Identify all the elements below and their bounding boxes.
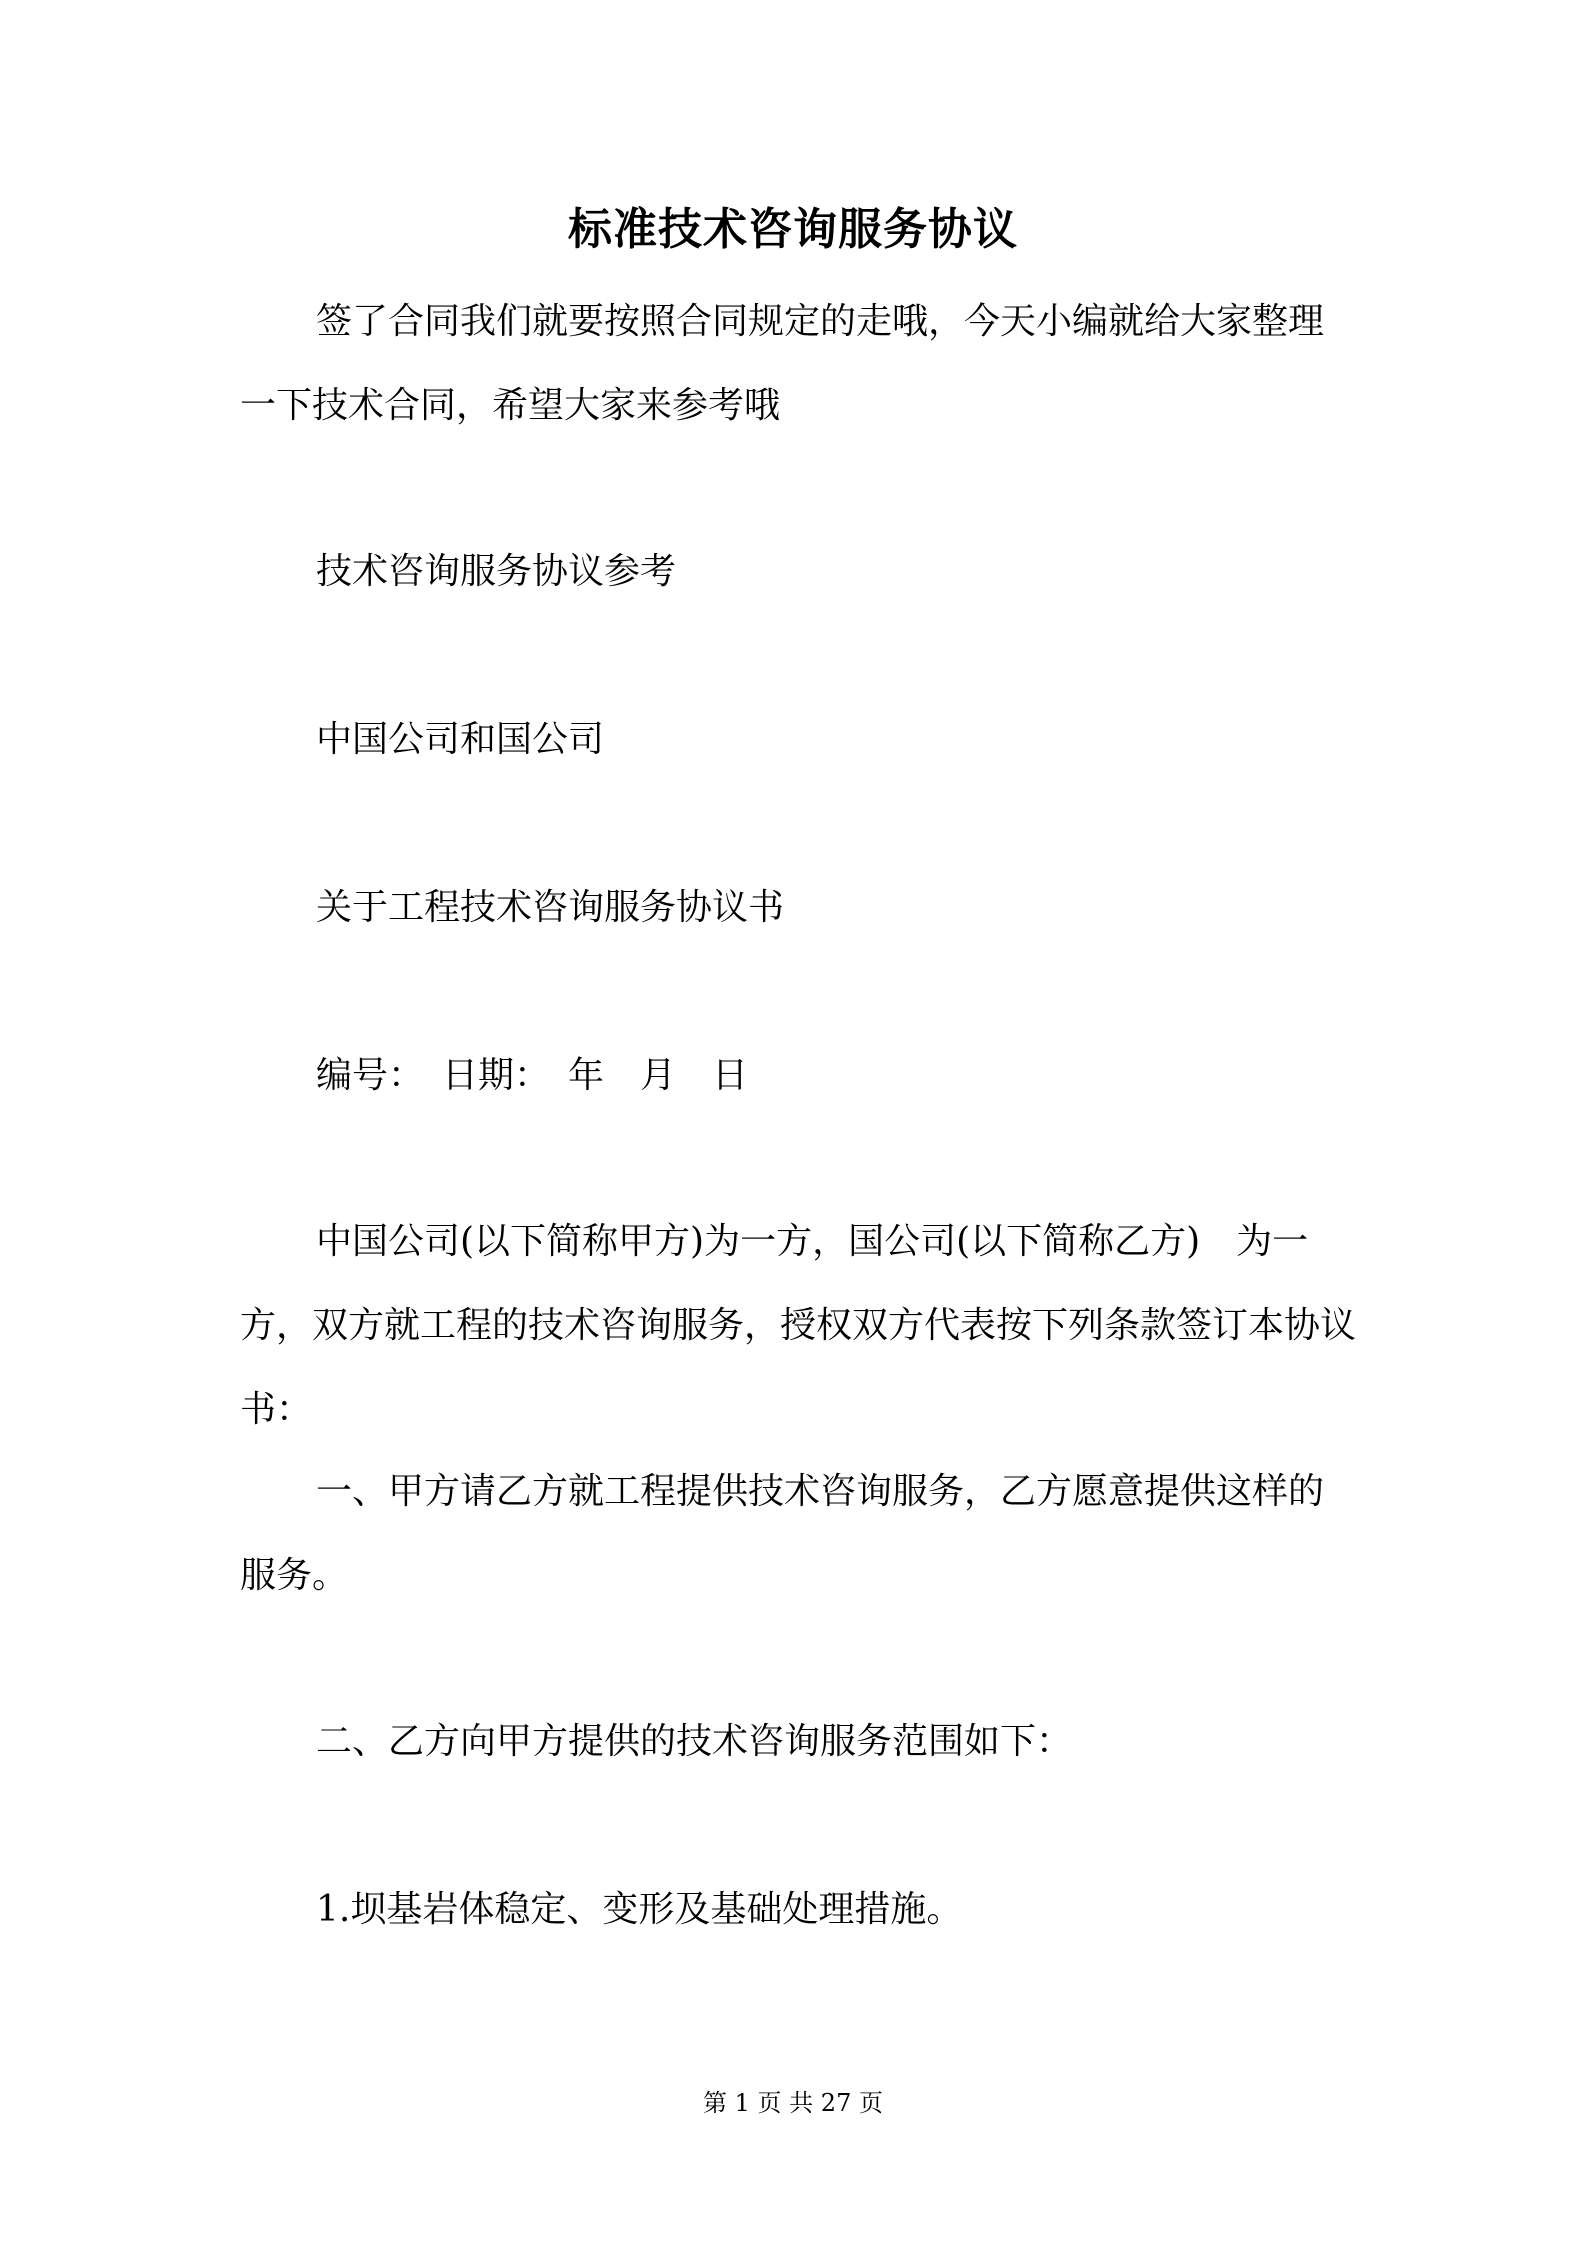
document-title: 标准技术咨询服务协议 [568,204,1018,255]
number-date-line: 编号： 日期： 年 月 日 [316,1055,749,1096]
page-number-footer: 第 1 页 共 27 页 [703,2089,883,2117]
intro-paragraph: 签了合同我们就要按照合同规定的走哦，今天小编就给大家整理一下技术合同，希望大家来参考哦 [240,301,1325,426]
clause-two-paragraph: 二、乙方向甲方提供的技术咨询服务范围如下： [316,1721,1073,1762]
clause-one-paragraph: 一、甲方请乙方就工程提供技术咨询服务，乙方愿意提供这样的服务。 [240,1471,1325,1596]
clause-two-item-one: 1.坝基岩体稳定、变形及基础处理措施。 [316,1889,963,1930]
parties-line: 中国公司和国公司 [316,719,605,760]
agreement-reference-line: 技术咨询服务协议参考 [316,551,677,592]
agreement-subject-line: 关于工程技术咨询服务协议书 [316,887,785,928]
parties-paragraph: 中国公司(以下简称甲方)为一方，国公司(以下简称乙方) 为一方，双方就工程的技术咨询服务，授权双方代表按下列条款签订本协议书： [240,1221,1357,1430]
